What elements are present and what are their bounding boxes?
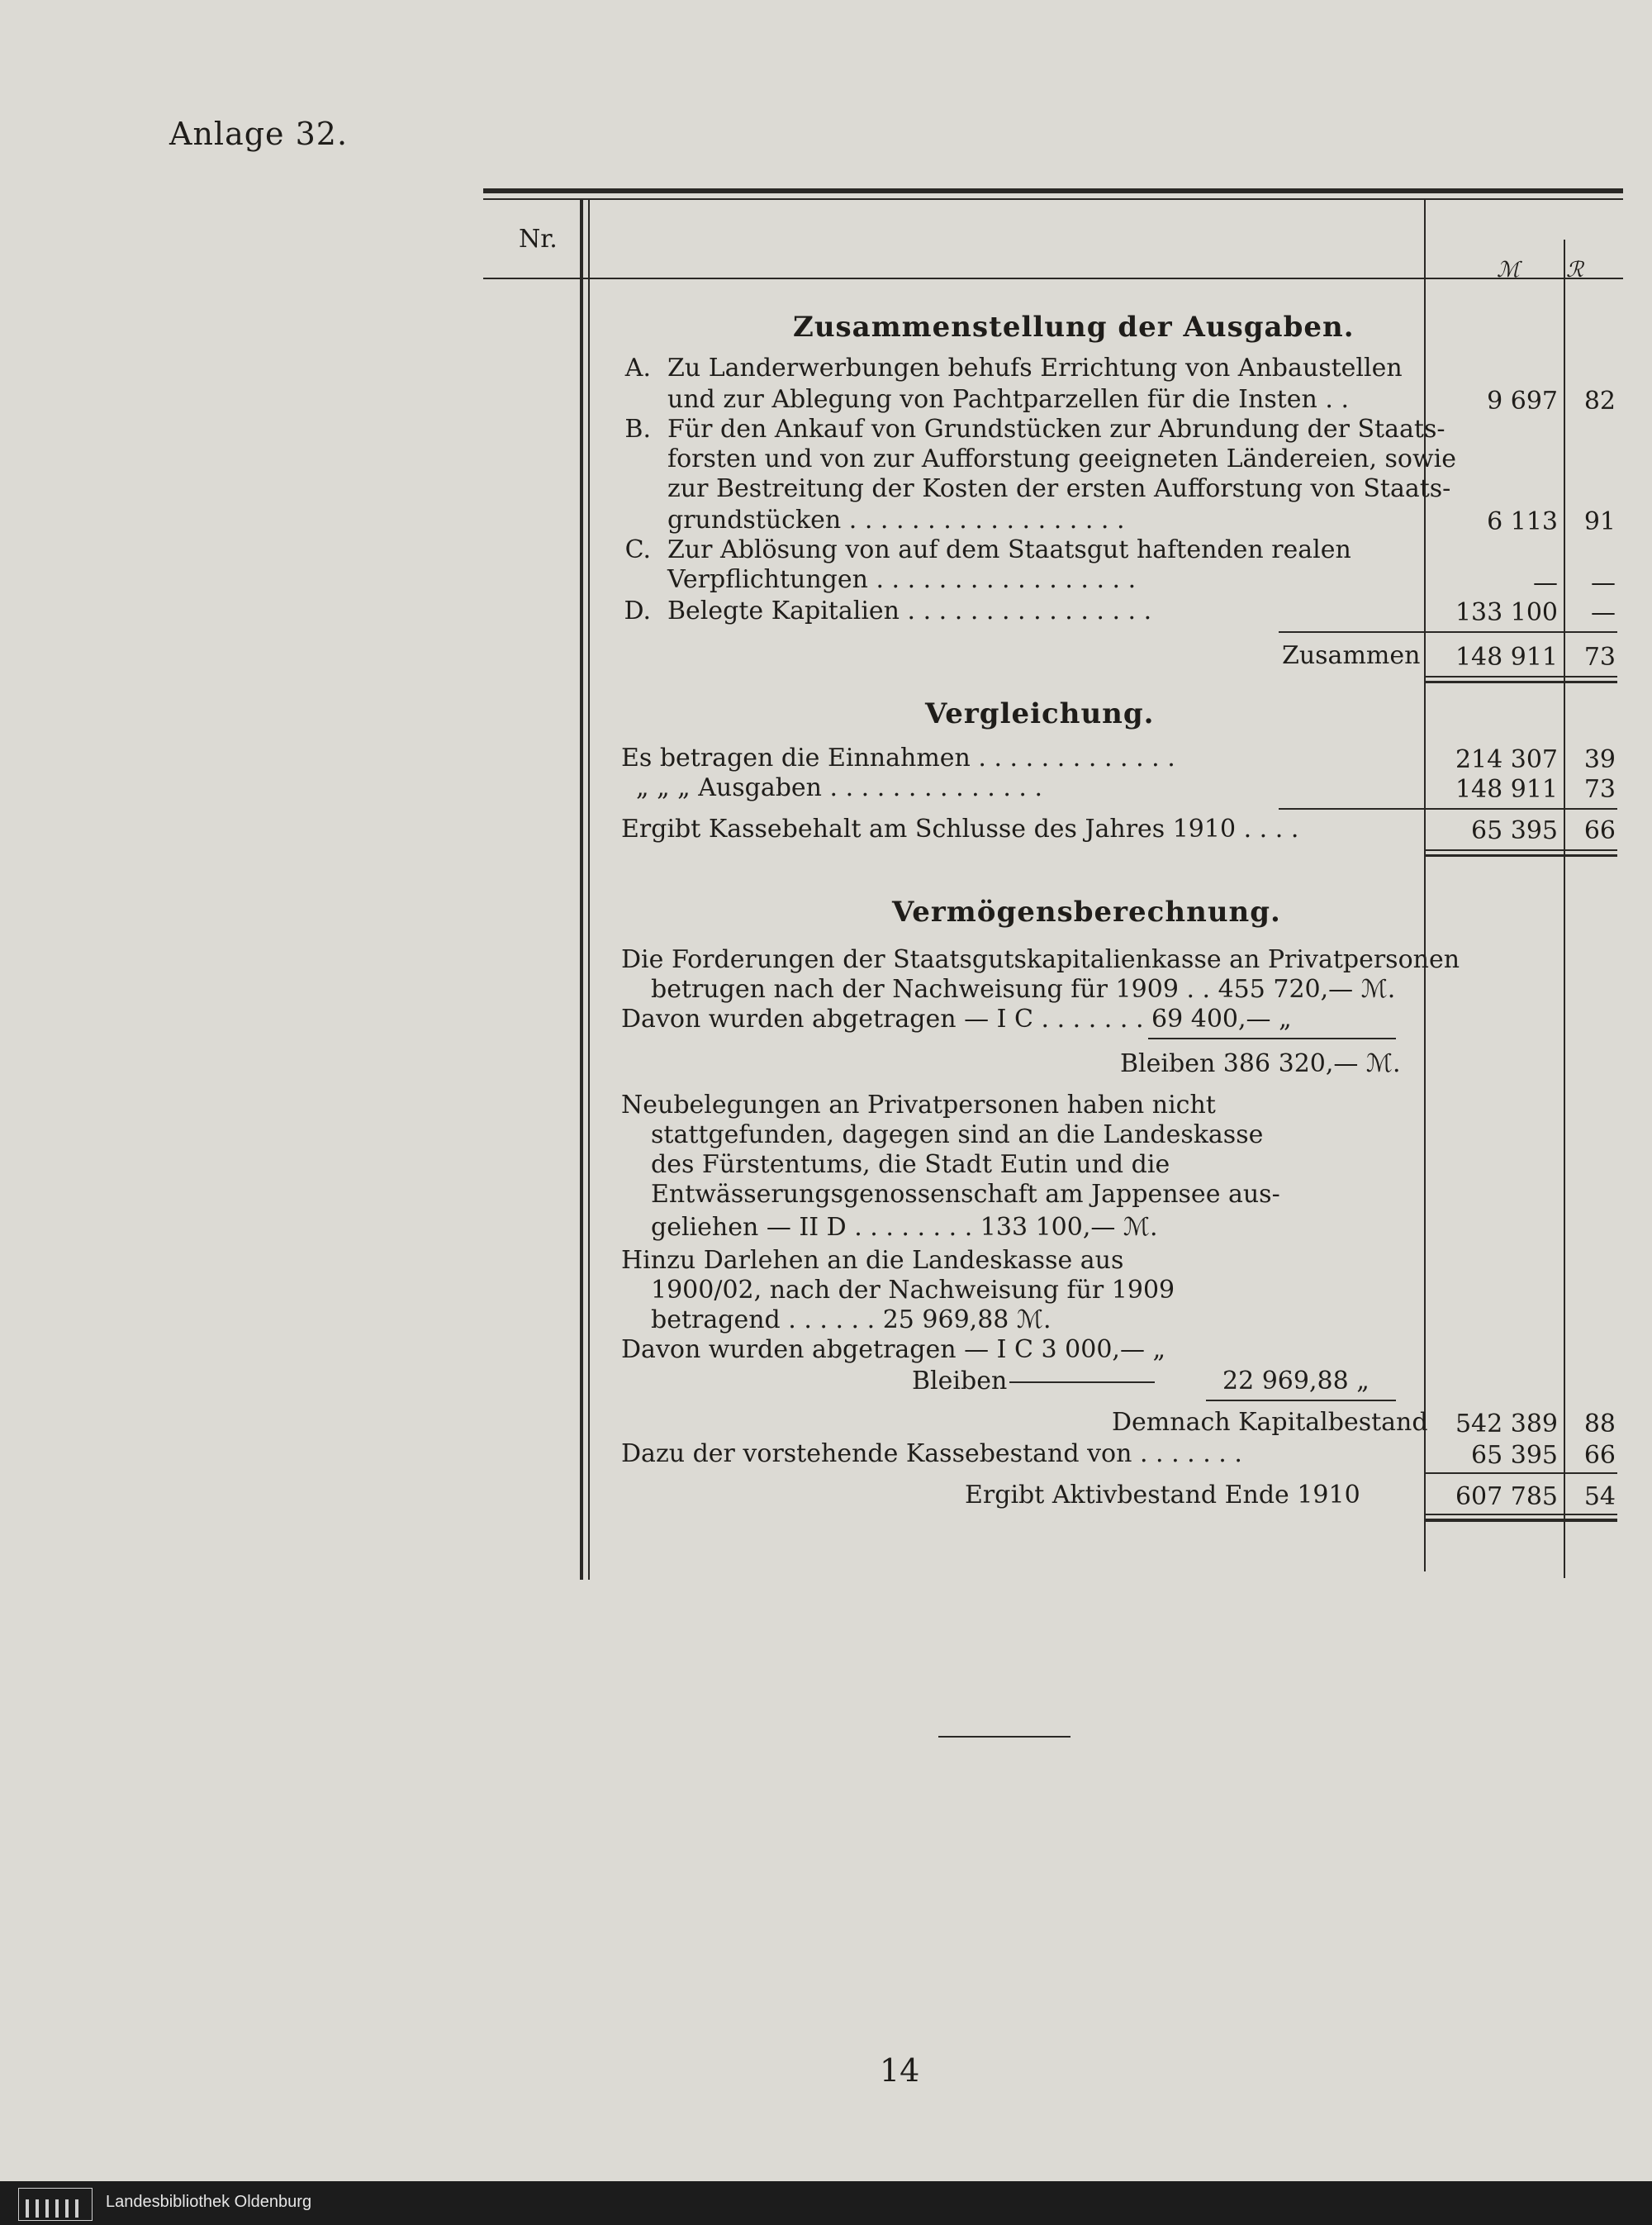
capital-stock-mark: 542 389 [1455,1410,1558,1438]
cash-balance-mark: 65 395 [1471,1441,1558,1470]
item-b-pf: 91 [1583,507,1616,536]
assets-rule-3 [1206,1400,1396,1401]
annex-label: Anlage 32. [169,116,349,152]
header-bottom-rule [483,278,1623,279]
assets-line-4: Bleiben 386 320,— ℳ. [1120,1049,1401,1078]
active-stock-mark: 607 785 [1455,1482,1558,1511]
item-d-mark: 133 100 [1455,598,1558,627]
pf-column-rule [1564,240,1565,1578]
assets-rule-1 [1148,1038,1396,1039]
cash-balance-label: Dazu der vorstehende Kassebestand von . . . . . . . [621,1439,1242,1468]
item-c-mark: — [1533,568,1558,597]
comparison-expenses-pf: 73 [1583,775,1616,804]
total-double-rule-2 [1424,681,1617,683]
assets-line-13: Davon wurden abgetragen — I C 3 000,— „ [621,1335,1166,1364]
comparison-row-balance: Ergibt Kassebehalt am Schlusse des Jahres 1910 . . . . [621,815,1299,844]
comparison-rule [1279,808,1617,810]
top-rule [483,188,1623,193]
item-b-mark: 6 113 [1487,507,1558,536]
footer-library-name: Landesbibliothek Oldenburg [106,2193,312,2211]
item-d-line-1: Belegte Kapitalien . . . . . . . . . . . . . . . . [667,597,1152,625]
item-c-line-2: Verpflichtungen . . . . . . . . . . . . . . . . . [667,565,1137,594]
assets-line-9: geliehen — II D . . . . . . . . 133 100,— ℳ. [651,1213,1158,1242]
item-b-line-4: grundstücken . . . . . . . . . . . . . . . . . . [667,506,1125,535]
item-b-line-3: zur Bestreitung der Kosten der ersten Aufforstung von Staats- [667,474,1451,503]
comparison-expenses-mark: 148 911 [1455,775,1558,804]
assets-line-12: betragend . . . . . . 25 969,88 ℳ. [651,1305,1051,1334]
total-label: Zusammen [1282,641,1421,670]
item-label-d: D. [624,597,651,625]
active-stock-pf: 54 [1583,1482,1616,1511]
nr-column-rule [580,200,583,1580]
page-number: 14 [880,2052,920,2089]
total-pf: 73 [1583,643,1616,672]
assets-line-5: Neubelegungen an Privatpersonen haben nicht [621,1091,1216,1120]
capital-stock-label: Demnach Kapitalbestand [1112,1408,1428,1437]
column-header-nr: Nr. [519,225,558,254]
item-a-line-2: und zur Ablegung von Pachtparzellen für die Insten . . [667,385,1349,414]
comparison-row-income: Es betragen die Einnahmen . . . . . . . . . . . . . [621,744,1175,773]
assets-line-7: des Fürstentums, die Stadt Eutin und die [651,1150,1170,1179]
total-double-rule-1 [1424,676,1617,677]
item-label-c: C. [624,535,651,564]
comparison-double-rule-1 [1424,849,1617,851]
assets-line-2: betrugen nach der Nachweisung für 1909 . . 455 720,— ℳ. [651,975,1396,1004]
top-rule-thin [483,198,1623,200]
cash-balance-pf: 66 [1583,1441,1616,1470]
item-b-line-1: Für den Ankauf von Grundstücken zur Abrundung der Staats- [667,415,1446,444]
item-c-line-1: Zur Ablösung von auf dem Staatsgut haftenden realen [667,535,1351,564]
assets-rule-2 [1009,1381,1155,1383]
library-building-icon [18,2188,93,2221]
column-header-pfennig: ℛ [1566,258,1583,283]
assets-line-1: Die Forderungen der Staatsgutskapitalienkasse an Privatpersonen [621,945,1460,974]
comparison-row-expenses: „ „ „ Ausgaben . . . . . . . . . . . . . . [636,773,1042,802]
item-b-line-2: forsten und von zur Aufforstung geeigneten Ländereien, sowie [667,445,1457,473]
item-label-a: A. [624,354,651,383]
section-heading-comparison: Vergleichung. [925,697,1155,730]
assets-line-3: Davon wurden abgetragen — I C . . . . . . . 69 400,— „ [621,1005,1292,1034]
assets-line-8: Entwässerungsgenossenschaft am Jappensee aus- [651,1180,1280,1209]
final-rule [1424,1472,1617,1474]
assets-line-14-label: Bleiben [912,1367,1008,1395]
end-rule [938,1736,1070,1738]
footer-bar [0,2181,1652,2225]
nr-column-rule-inner [588,200,590,1580]
comparison-income-mark: 214 307 [1455,745,1558,774]
active-stock-label: Ergibt Aktivbestand Ende 1910 [965,1481,1360,1509]
comparison-double-rule-2 [1424,854,1617,857]
comparison-balance-pf: 66 [1583,816,1616,845]
assets-line-14-value: 22 969,88 „ [1222,1367,1370,1395]
assets-line-10: Hinzu Darlehen an die Landeskasse aus [621,1246,1124,1275]
assets-line-11: 1900/02, nach der Nachweisung für 1909 [651,1276,1175,1305]
item-d-pf: — [1591,598,1616,627]
assets-line-6: stattgefunden, dagegen sind an die Landeskasse [651,1120,1264,1149]
item-c-pf: — [1591,568,1616,597]
item-a-mark: 9 697 [1487,387,1558,416]
comparison-income-pf: 39 [1583,745,1616,774]
final-double-rule-1 [1424,1514,1617,1515]
section-heading-assets: Vermögensberechnung. [892,896,1281,929]
subtotal-rule [1279,631,1617,633]
item-a-line-1: Zu Landerwerbungen behufs Errichtung von Anbaustellen [667,354,1403,383]
item-a-pf: 82 [1583,387,1616,416]
column-header-mark: ℳ [1497,258,1520,283]
comparison-balance-mark: 65 395 [1471,816,1558,845]
final-double-rule-2 [1424,1519,1617,1522]
section-heading-expenses: Zusammenstellung der Ausgaben. [793,311,1355,344]
item-label-b: B. [624,415,651,444]
capital-stock-pf: 88 [1583,1410,1616,1438]
total-mark: 148 911 [1455,643,1558,672]
